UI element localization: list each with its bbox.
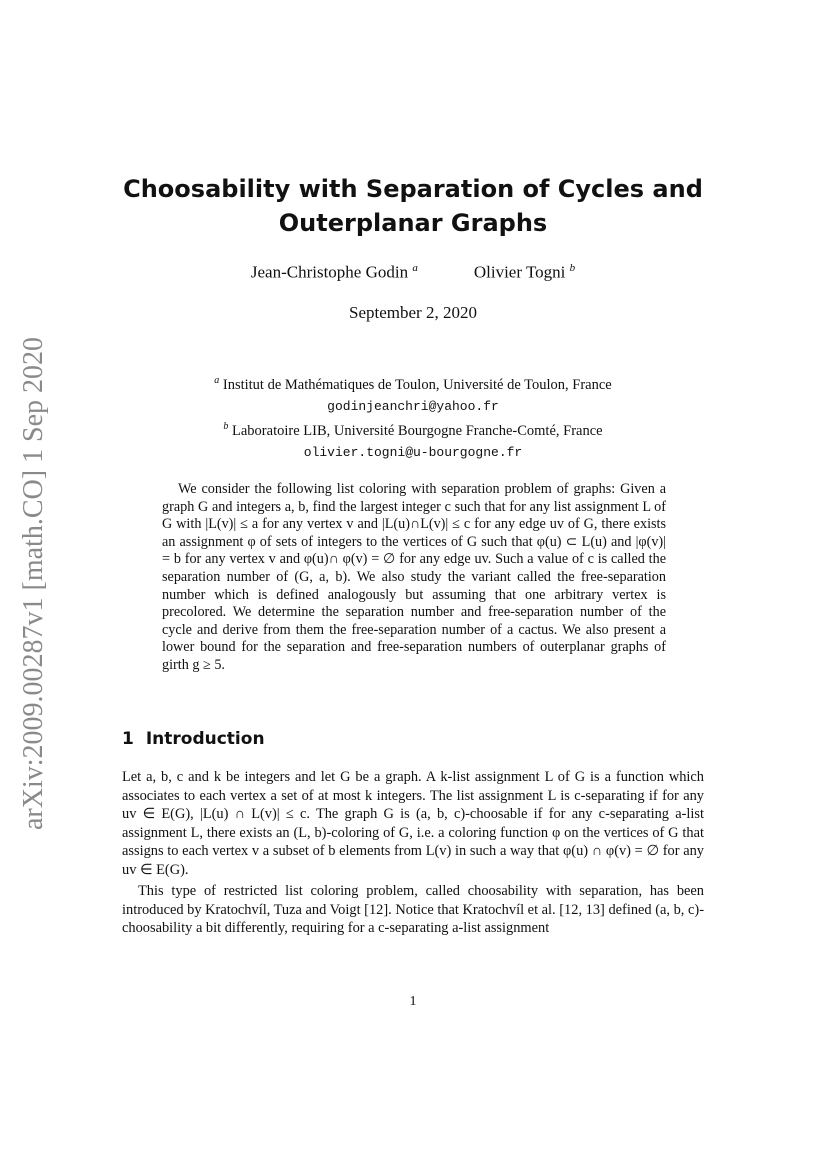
title-line-1: Choosability with Separation of Cycles and	[123, 175, 703, 203]
page-number: 1	[409, 994, 417, 1009]
author-1	[251, 262, 418, 283]
author-2	[474, 262, 575, 283]
affiliation-b	[100, 416, 726, 463]
affiliation-b-mark: b	[223, 421, 229, 432]
affiliation-a	[100, 370, 726, 417]
publication-date: September 2, 2020	[349, 303, 477, 322]
affiliation-a-mark: a	[214, 375, 220, 386]
section-heading	[122, 729, 265, 749]
title-line-2: Outerplanar Graphs	[278, 209, 548, 237]
body-paragraph-1: Let a, b, c and k be integers and let G be a graph. A k-list assignment L of G is a function which associates to each vertex a set of at most k integers. The list assignment L is c-separating if for any uv ∈ E(G), |L(u) ∩ L(v)| ≤ c. The graph G is (a, b, c)-choosable if for any c-separating a-list assignment L, there exists an (L, b)-coloring of G, i.e. a coloring function φ on the vertices of G that assigns to each vertex v a subset of b elements from L(v) in such a way that φ(u) ∩ φ(v) = ∅ for any uv ∈ E(G).	[122, 769, 704, 878]
author-2-name: Olivier Togni	[473, 262, 566, 282]
arxiv-sidebar-stamp: arXiv:2009.00287v1 [math.CO] 1 Sep 2020	[18, 336, 49, 830]
affiliation-a-email[interactable]: godinjeanchri@yahoo.fr	[327, 398, 499, 414]
abstract: We consider the following list coloring with separation problem of graphs: Given a graph G and integers a, b, find the largest integer c such that for any list assignment L of G with |L(v)| ≤ a for any vertex v and |L(u)∩L(v)| ≤ c for any edge uv of G, there exists an assignment φ of sets of integers to the vertices of G such that φ(u) ⊂ L(u) and |φ(v)| = b for any vertex v and φ(u)∩ φ(v) = ∅ for any edge uv. Such a value of c is called the separation number of (G, a, b). We also study the variant called the free-separation number which is defined analogously but assuming that one arbitrary vertex is precolored. We determine the separation number and free-separation number of the cycle and derive from them the free-separation number of a cactus. We also present a lower bound for the separation and free-separation numbers of outerplanar graphs of girth g ≥ 5.	[162, 481, 666, 673]
paper-title	[100, 172, 726, 240]
affiliation-a-text: Institut de Mathématiques de Toulon, Université de Toulon, France	[222, 376, 612, 393]
affiliation-b-text: Laboratoire LIB, Université Bourgogne Franche-Comté, France	[232, 422, 603, 439]
author-list	[100, 262, 726, 283]
section-title: Introduction	[145, 729, 265, 749]
author-2-mark: b	[569, 262, 576, 274]
affiliation-b-email[interactable]: olivier.togni@u-bourgogne.fr	[303, 444, 523, 460]
section-number: 1	[122, 729, 134, 749]
author-1-mark: a	[412, 262, 418, 274]
body-paragraph-2: This type of restricted list coloring problem, called choosability with separation, has been introduced by Kratochvíl, Tuza and Voigt [12]. Notice that Kratochvíl et al. [12, 13] defined (a, b, c)-choosability a bit differently, requiring for a c-separating a-list assignment	[122, 883, 704, 937]
author-1-name: Jean-Christophe Godin	[250, 262, 409, 282]
